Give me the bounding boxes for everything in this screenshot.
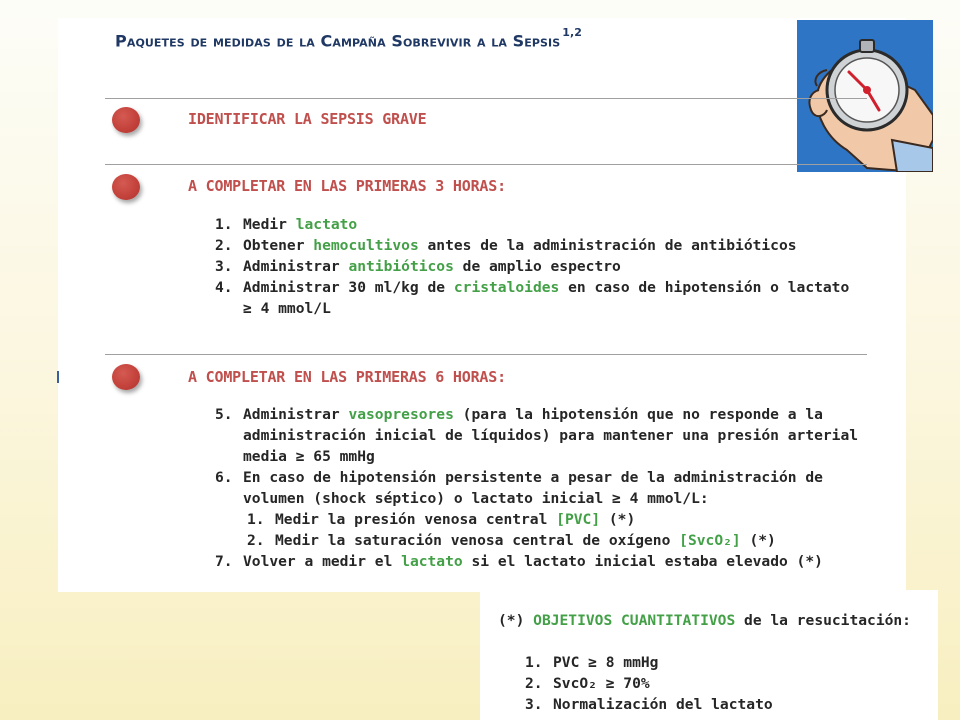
list-item: 7. Volver a medir el lactato si el lactato inicial estaba elevado (*) — [215, 553, 823, 570]
section-heading-3h: A COMPLETAR EN LAS PRIMERAS 3 HORAS: — [188, 177, 506, 195]
title-text: Paquetes de medidas de la Campaña Sobrevivir a la Sepsis — [115, 31, 561, 51]
page-title — [115, 26, 583, 51]
list-item: 3. Administrar antibióticos de amplio espectro — [215, 258, 621, 275]
list-3h — [215, 214, 855, 319]
quantitative-goals-heading: (*) OBJETIVOS CUANTITATIVOS de la resucitación: — [498, 612, 911, 629]
stopwatch-in-hand-icon — [797, 20, 933, 172]
list-item: 1. PVC ≥ 8 mmHg — [525, 654, 659, 671]
divider — [105, 98, 867, 99]
list-item: 2. Obtener hemocultivos antes de la administración de antibióticos — [215, 237, 797, 254]
quantitative-goals-list — [525, 652, 773, 715]
quantitative-goals-box — [480, 590, 938, 720]
bullet-dot — [112, 364, 140, 390]
list-item: 4. Administrar 30 ml/kg de cristaloides en caso de hipotensión o lactato ≥ 4 mmol/L — [215, 279, 850, 317]
divider — [105, 354, 867, 355]
divider — [105, 164, 867, 165]
section-heading-6h: A COMPLETAR EN LAS PRIMERAS 6 HORAS: — [188, 368, 506, 386]
section-heading-identify: IDENTIFICAR LA SEPSIS GRAVE — [188, 110, 427, 128]
list-item: 5. Administrar vasopresores (para la hipotensión que no responde a la administración inicial de líquidos) para mantener una presión arterial media ≥ 65 mmHg — [215, 406, 859, 465]
list-item: 1. Medir lactato — [215, 216, 358, 233]
list-item: 2. SvcO₂ ≥ 70% — [525, 675, 650, 692]
title-superscript: 1,2 — [562, 26, 583, 39]
list-item: 3. Normalización del lactato — [525, 696, 773, 713]
sub-list-item: 1. Medir la presión venosa central [PVC] (*) — [247, 511, 636, 528]
bullet-dot — [112, 174, 140, 200]
list-item: 6. En caso de hipotensión persistente a pesar de la administración de volumen (shock séptico) o lactato inicial ≥ 4 mmol/L: — [215, 469, 823, 507]
bullet-dot — [112, 107, 140, 133]
list-6h — [215, 404, 865, 572]
sub-list-item: 2. Medir la saturación venosa central de oxígeno [SvcO₂] (*) — [247, 532, 776, 549]
left-edge-mark — [57, 371, 59, 383]
